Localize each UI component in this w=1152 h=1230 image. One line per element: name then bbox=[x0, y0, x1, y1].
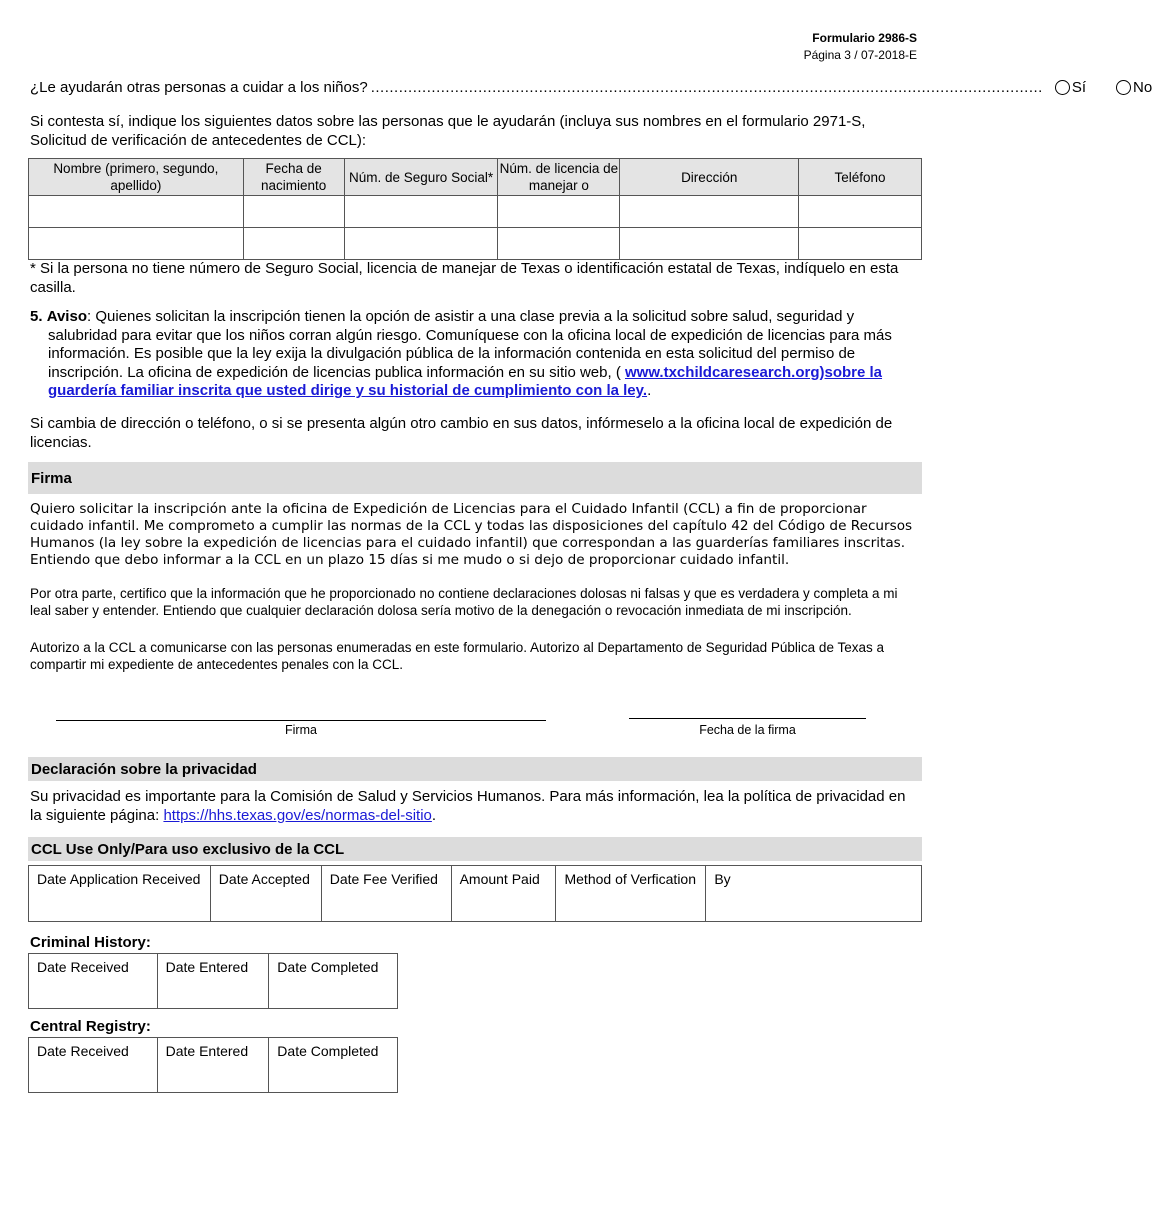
col-header-nombre: Nombre (primero, segundo, apellido) bbox=[29, 159, 244, 196]
radio-si[interactable] bbox=[1055, 79, 1086, 96]
input-cell[interactable] bbox=[620, 196, 799, 228]
criminal-history-table bbox=[28, 953, 398, 1009]
registry-date-received[interactable]: Date Received bbox=[29, 1038, 158, 1093]
ccl-cell-fee-verified[interactable]: Date Fee Verified bbox=[321, 866, 451, 922]
question-text: ¿Le ayudarán otras personas a cuidar a los niños? bbox=[30, 78, 368, 96]
ccl-cell-amount-paid[interactable]: Amount Paid bbox=[451, 866, 556, 922]
signature-line[interactable] bbox=[56, 720, 546, 721]
radio-circle-icon[interactable] bbox=[1116, 80, 1131, 95]
col-header-direccion: Dirección bbox=[620, 159, 799, 196]
input-cell[interactable] bbox=[29, 196, 244, 228]
table-row bbox=[29, 1038, 398, 1093]
privacy-link[interactable]: https://hhs.texas.gov/es/normas-del-sitio bbox=[163, 807, 432, 824]
col-header-telefono: Teléfono bbox=[799, 159, 922, 196]
signature-date-line[interactable] bbox=[629, 718, 866, 719]
aviso-after: . bbox=[647, 382, 652, 399]
ccl-cell-date-received[interactable]: Date Application Received bbox=[29, 866, 211, 922]
radio-si-label: Sí bbox=[1071, 78, 1087, 96]
signature-date-label: Fecha de la firma bbox=[699, 723, 796, 737]
ccl-use-table bbox=[28, 865, 922, 922]
input-cell[interactable] bbox=[344, 228, 498, 260]
criminal-date-entered[interactable]: Date Entered bbox=[157, 954, 269, 1009]
txchildcaresearch-link[interactable]: www.txchildcaresearch.org)sobre la guardería familiar inscrita que usted dirige y su historial de cumplimiento con la ley. bbox=[48, 363, 883, 399]
privacy-title: Declaración sobre la privacidad bbox=[31, 760, 257, 778]
registry-date-completed[interactable]: Date Completed bbox=[269, 1038, 398, 1093]
input-cell[interactable] bbox=[243, 228, 344, 260]
criminal-date-received[interactable]: Date Received bbox=[29, 954, 158, 1009]
leader-dots: ................................................................................................................................................ bbox=[370, 78, 1043, 96]
radio-circle-icon[interactable] bbox=[1055, 80, 1070, 95]
change-notice: Si cambia de dirección o teléfono, o si se presenta algún otro cambio en sus datos, infórmeselo a la oficina local de expedición de licencias. bbox=[30, 415, 893, 451]
firma-title: Firma bbox=[31, 469, 72, 487]
signature-label: Firma bbox=[285, 723, 317, 737]
input-cell[interactable] bbox=[344, 196, 498, 228]
input-cell[interactable] bbox=[498, 196, 620, 228]
helpers-question bbox=[30, 77, 1152, 97]
table-row bbox=[29, 866, 922, 922]
radio-no-label: No bbox=[1133, 78, 1152, 96]
input-cell[interactable] bbox=[799, 196, 922, 228]
aviso-number: 5. bbox=[30, 308, 43, 325]
table-row bbox=[29, 228, 922, 260]
central-registry-table bbox=[28, 1037, 398, 1093]
firma-paragraph-2: Por otra parte, certifico que la información que he proporcionado no contiene declaraciones dolosas ni falsas y que es verdadera y completa a mi leal saber y entender. Entiendo que cualquier declaración dolosa sería motivo de la denegación o revocación inmediata de mi inscripción. bbox=[30, 586, 898, 618]
privacy-body: Su privacidad es importante para la Comisión de Salud y Servicios Humanos. Para más información, lea la política de privacidad en la siguiente página: bbox=[30, 788, 906, 824]
aviso-text: : Quienes solicitan la inscripción tienen la opción de asistir a una clase previa a la solicitud sobre salud, seguridad y salubridad para evitar que los niños corran algún riesgo. Comuníquese con la oficina local de expedición de licencias para más información. Es posible que la ley exija la divulgación pública de la información contenida en esta solicitud del permiso de inscripción. La oficina de expedición de licencias publica información en su sitio web, ( bbox=[48, 308, 892, 381]
ccl-use-header bbox=[28, 837, 922, 861]
form-number: Formulario 2986-S bbox=[812, 31, 917, 45]
ccl-cell-date-accepted[interactable]: Date Accepted bbox=[210, 866, 321, 922]
input-cell[interactable] bbox=[29, 228, 244, 260]
privacy-section-header bbox=[28, 757, 922, 781]
criminal-history-label: Criminal History: bbox=[30, 934, 151, 951]
col-header-fecha: Fecha de nacimiento bbox=[243, 159, 344, 196]
ccl-cell-by[interactable]: By bbox=[706, 866, 922, 922]
firma-section-header bbox=[28, 462, 922, 494]
firma-paragraph-1: Quiero solicitar la inscripción ante la oficina de Expedición de Licencias para el Cuidado Infantil (CCL) a fin de proporcionar cuidado infantil. Me comprometo a cumplir las normas de la CCL y todas las disposiciones del capítulo 42 del Código de Recursos Humanos (la ley sobre la expedición de licencias para el cuidado infantil) que correspondan a las guarderías familiares inscritas. Entiendo que debo informar a la CCL en un plazo 15 días si me mudo o si dejo de proporcionar cuidado infantil. bbox=[30, 501, 913, 568]
ccl-cell-method[interactable]: Method of Verfication bbox=[556, 866, 706, 922]
input-cell[interactable] bbox=[620, 228, 799, 260]
helpers-table bbox=[28, 158, 922, 260]
table-row bbox=[29, 954, 398, 1009]
firma-paragraph-3: Autorizo a la CCL a comunicarse con las personas enumeradas en este formulario. Autorizo al Departamento de Seguridad Pública de Texas a compartir mi expediente de antecedentes penales con la CCL. bbox=[30, 640, 884, 672]
ccl-use-title: CCL Use Only/Para uso exclusivo de la CCL bbox=[31, 840, 345, 858]
table-row bbox=[29, 196, 922, 228]
page-info: Página 3 / 07-2018-E bbox=[803, 48, 917, 62]
input-cell[interactable] bbox=[799, 228, 922, 260]
aviso-title: Aviso bbox=[46, 308, 87, 325]
privacy-text bbox=[30, 787, 920, 825]
col-header-ssn: Núm. de Seguro Social* bbox=[344, 159, 498, 196]
central-registry-label: Central Registry: bbox=[30, 1018, 151, 1035]
table-header-row bbox=[29, 159, 922, 196]
radio-no[interactable] bbox=[1116, 79, 1152, 96]
footnote: * Si la persona no tiene número de Seguro Social, licencia de manejar de Texas o identificación estatal de Texas, indíquelo en esta casilla. bbox=[30, 260, 899, 296]
helpers-intro: Si contesta sí, indique los siguientes datos sobre las personas que le ayudarán (incluya sus nombres en el formulario 2971-S, Solicitud de verificación de antecedentes de CCL): bbox=[30, 113, 866, 149]
col-header-licencia: Núm. de licencia de manejar o bbox=[498, 159, 620, 196]
criminal-date-completed[interactable]: Date Completed bbox=[269, 954, 398, 1009]
input-cell[interactable] bbox=[498, 228, 620, 260]
privacy-after: . bbox=[431, 807, 437, 824]
input-cell[interactable] bbox=[243, 196, 344, 228]
registry-date-entered[interactable]: Date Entered bbox=[157, 1038, 269, 1093]
aviso-notice bbox=[30, 308, 922, 401]
